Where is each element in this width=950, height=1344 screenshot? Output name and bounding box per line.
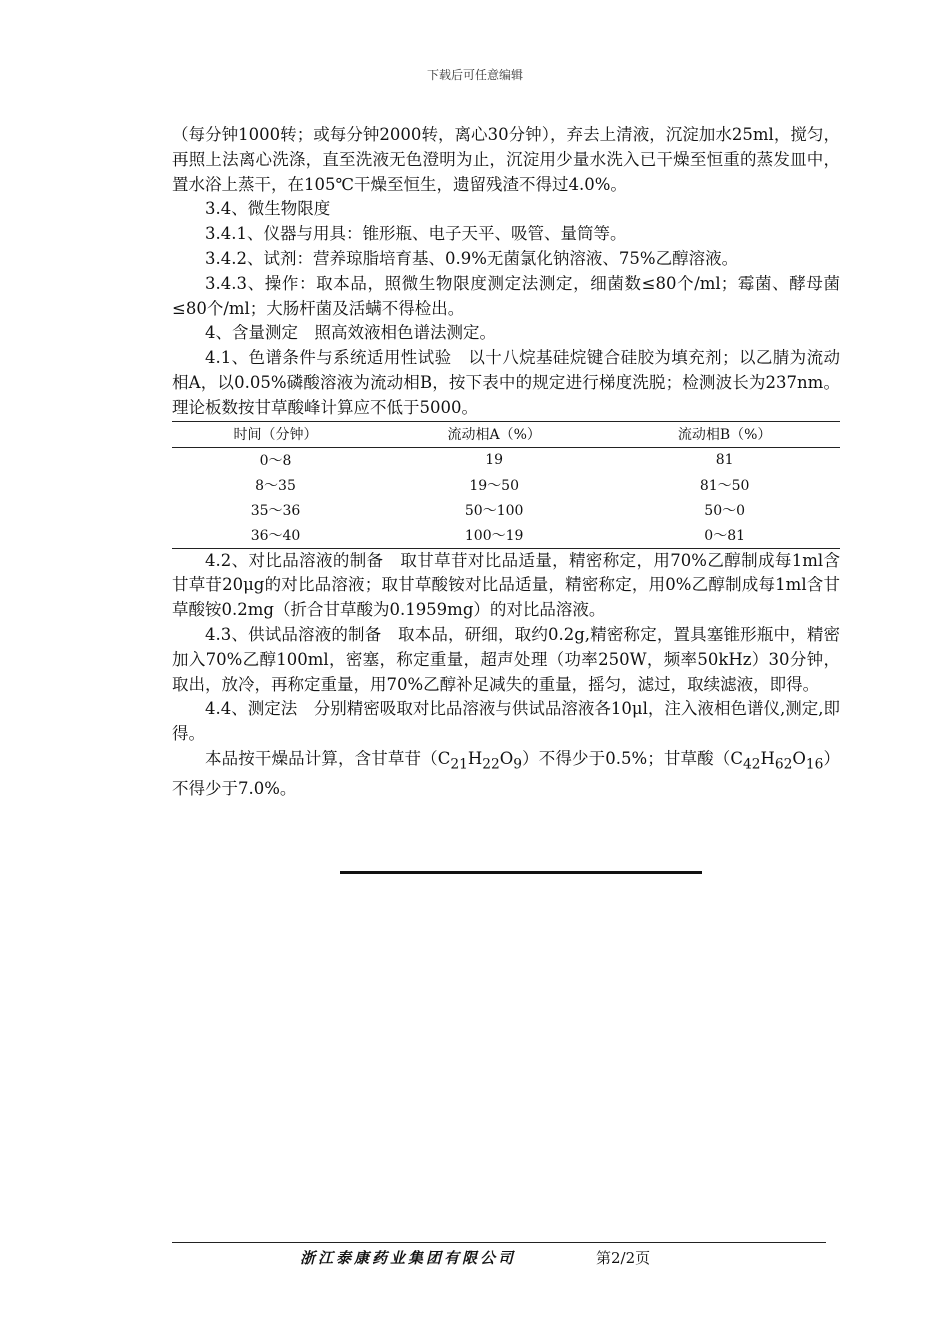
section-heading-assay: 4、含量测定 照高效液相色谱法测定。 — [205, 323, 496, 343]
subscript: 42 — [742, 756, 761, 773]
table-row — [172, 473, 840, 498]
paragraph-centrifuge: （每分钟1000转；或每分钟2000转，离心30分钟），弃去上清液，沉淀加水25ml，搅匀，再照上法离心洗涤，直至洗液无色澄明为止，沉淀用少量水洗入已干燥至恒重的蒸发皿中，置水浴上蒸干，在105℃干燥至恒生，遗留残渣不得过4.0%。 — [172, 125, 840, 194]
text-run: ）不得少于0.5%；甘草酸（C — [522, 748, 743, 768]
paragraph-content-requirement — [172, 747, 840, 802]
table-row — [172, 447, 840, 473]
paragraph-reference-solution: 4.2、对比品溶液的制备 取甘草苷对比品适量，精密称定，用70%乙醇制成每1ml含甘草苷20μg的对比品溶液；取甘草酸铵对比品适量，精密称定，用0%乙醇制成每1ml含甘草酸铵0.2mg（折合甘草酸为0.1959mg）的对比品溶液。 — [172, 550, 840, 620]
paragraph-method: 4.4、测定法 分别精密吸取对比品溶液与供试品溶液各10μl，注入液相色谱仪,测定,即得。 — [172, 699, 840, 744]
table-cell: 8～35 — [255, 478, 296, 495]
table-row — [172, 498, 840, 523]
table-cell: 0～81 — [704, 528, 746, 545]
subscript: 9 — [513, 756, 523, 773]
text-run: ）不得少于7.0%。 — [172, 748, 841, 799]
text-run: H — [467, 748, 483, 768]
footer-divider — [172, 1242, 826, 1243]
table-row — [172, 523, 840, 549]
text-run: H — [760, 748, 775, 768]
table-cell: 50～100 — [464, 503, 524, 520]
paragraph-chromatography-conditions: 4.1、色谱条件与系统适用性试验 以十八烷基硅烷键合硅胶为填充剂；以乙腈为流动相A，以0.05%磷酸溶液为流动相B，按下表中的规定进行梯度洗脱；检测波长为237nm。理论板数按甘草酸峰计算应不低于5000。 — [172, 348, 840, 417]
subscript: 21 — [450, 756, 468, 773]
table-cell: 81 — [715, 452, 734, 469]
end-of-content-rule — [340, 871, 702, 874]
column-header-time: 时间（分钟） — [233, 427, 318, 444]
section-heading-microbial-limit: 3.4、微生物限度 — [205, 199, 331, 219]
text-run: O — [792, 748, 806, 768]
column-header-phase-b: 流动相B（%） — [677, 427, 772, 444]
paragraph-operation: 3.4.3、操作：取本品，照微生物限度测定法测定，细菌数≤80个/ml；霉菌、酵母菌≤80个/ml；大肠杆菌及活螨不得检出。 — [172, 273, 840, 318]
table-cell: 36～40 — [250, 528, 301, 545]
paragraph-instruments: 3.4.1、仪器与用具：锥形瓶、电子天平、吸管、量筒等。 — [205, 224, 627, 244]
footer-company-name: 浙江泰康药业集团有限公司 — [300, 1249, 517, 1267]
column-header-phase-a: 流动相A（%） — [447, 427, 541, 444]
header-note: 下载后可任意编辑 — [426, 68, 523, 82]
text-run: O — [499, 748, 514, 768]
gradient-table — [172, 421, 840, 549]
footer-page-number: 第2/2页 — [596, 1249, 651, 1267]
subscript: 16 — [805, 756, 824, 773]
table-cell: 100～19 — [464, 528, 524, 545]
table-cell: 0～8 — [259, 453, 292, 470]
table-cell: 81～50 — [699, 478, 750, 495]
table-cell: 50～0 — [704, 503, 746, 520]
table-cell: 35～36 — [250, 503, 301, 520]
paragraph-test-solution: 4.3、供试品溶液的制备 取本品，研细，取约0.2g,精密称定，置具塞锥形瓶中，精密加入70%乙醇100ml，密塞，称定重量，超声处理（功率250W，频率50kHz）30分钟，取出，放冷，再称定重量，用70%乙醇补足减失的重量，摇匀，滤过，取续滤液，即得。 — [172, 624, 840, 694]
table-cell: 19～50 — [469, 478, 519, 495]
table-cell: 19 — [485, 452, 504, 469]
subscript: 62 — [774, 756, 793, 773]
paragraph-reagents: 3.4.2、试剂：营养琼脂培育基、0.9%无菌氯化钠溶液、75%乙醇溶液。 — [205, 248, 739, 268]
subscript: 22 — [482, 756, 500, 773]
document-body — [172, 123, 840, 802]
table-header-row — [172, 421, 840, 447]
text-run: 本品按干燥品计算，含甘草苷（C — [205, 748, 451, 768]
